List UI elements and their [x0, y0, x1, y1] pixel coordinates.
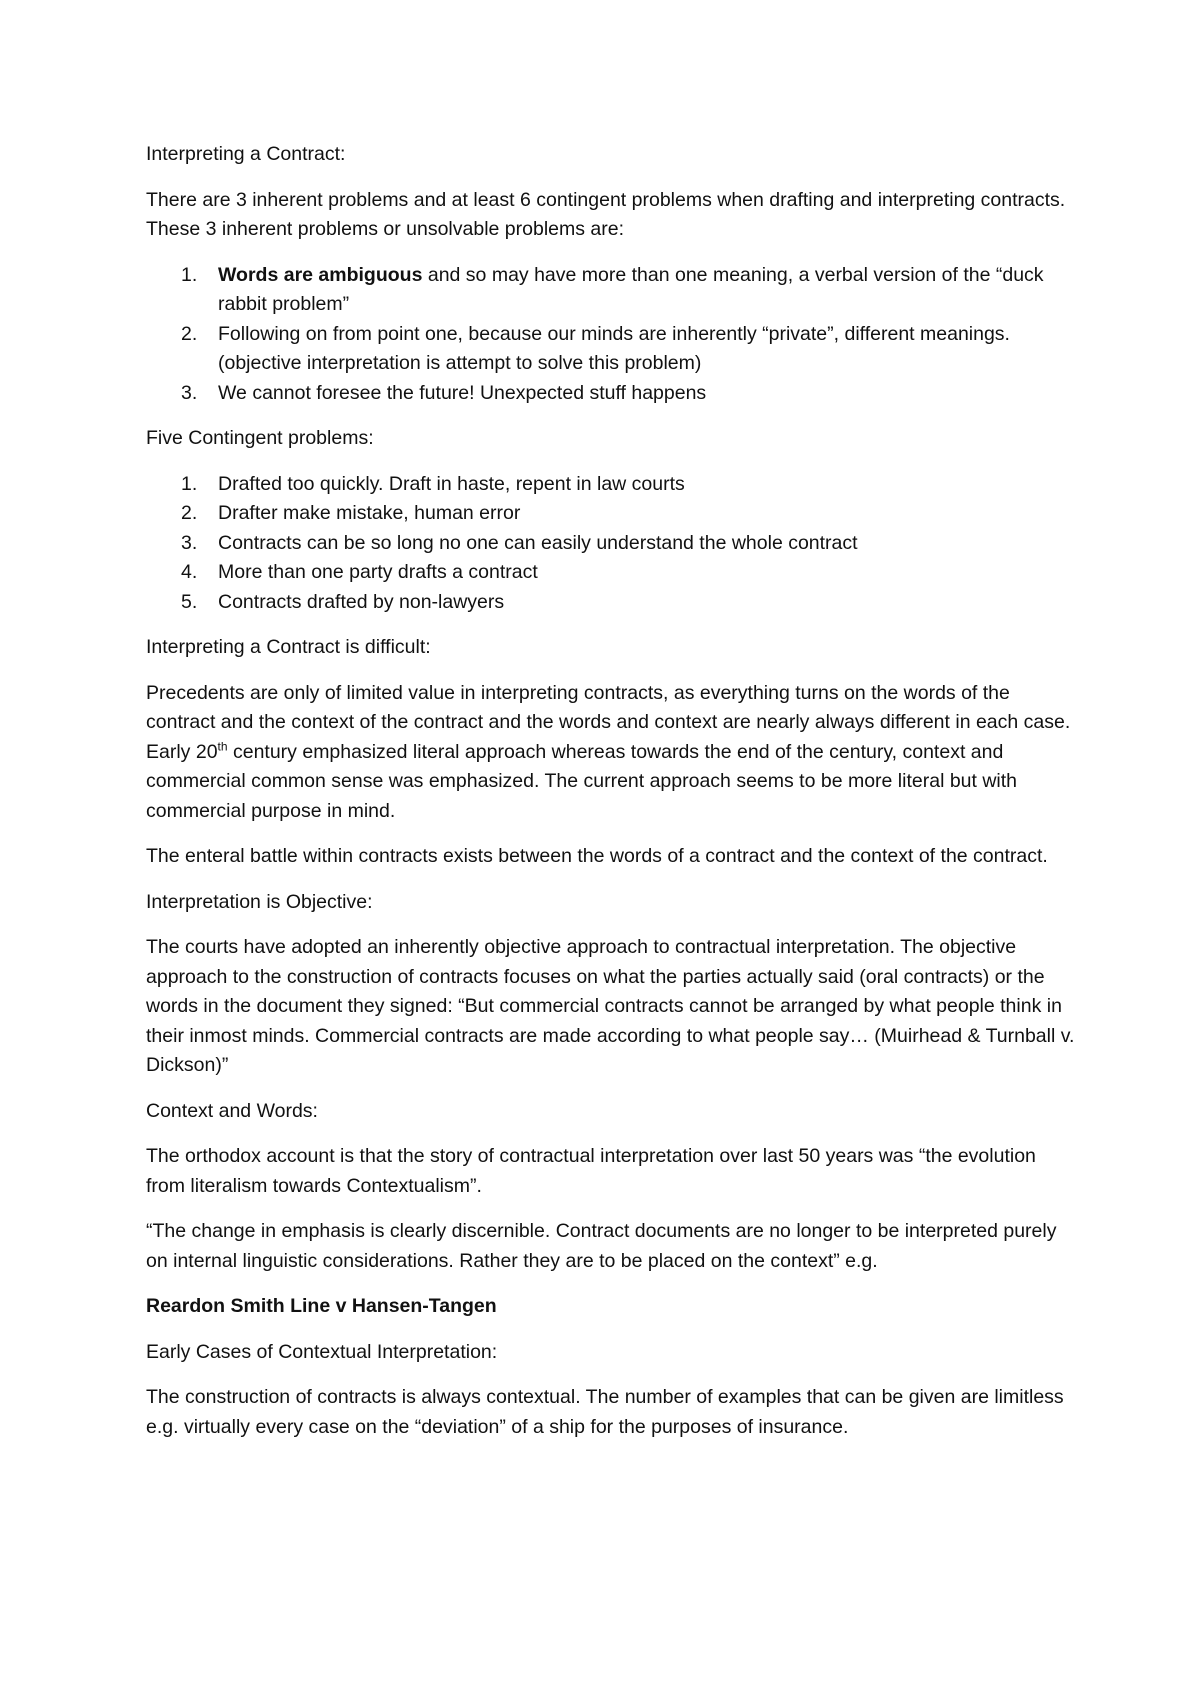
early-cases-paragraph: The construction of contracts is always contextual. The number of examples that can be given are limitless e.g. virtually every case on the “deviation” of a ship for the purposes of insurance. [146, 1386, 1064, 1438]
list-number: 2. [181, 322, 198, 345]
list-item-text: Contracts can be so long no one can easily understand the whole contract [218, 531, 858, 554]
context-paragraph: The orthodox account is that the story of contractual interpretation over last 50 years was “the evolution from literalism towards Contextualism”. [146, 1145, 1036, 1197]
list-number: 3. [181, 531, 198, 554]
contingent-problems-list [146, 470, 1076, 618]
list-item [146, 588, 1076, 618]
case-name: Reardon Smith Line v Hansen-Tangen [146, 1295, 497, 1317]
list-number: 1. [181, 472, 198, 495]
list-item [146, 499, 1076, 529]
objective-paragraph: The courts have adopted an inherently objective approach to contractual interpretation. The objective approach to the construction of contracts focuses on what the parties actually said (oral contracts) or the words in the document they signed: “But commercial contracts cannot be arranged by what people think in their inmost minds. Commercial contracts are made according to what people say… (Muirhead & Turnball v. Dickson)” [146, 936, 1075, 1076]
battle-paragraph: The enteral battle within contracts exists between the words of a contract and the context of the contract. [146, 845, 1048, 867]
ordinal-superscript: th [217, 739, 228, 753]
list-item-text: Contracts drafted by non-lawyers [218, 590, 505, 613]
paragraph-text: Precedents are only of limited value in interpreting contracts, as everything turns on the words of the contract and the context of the contract and the words and context are nearly always different in each case. Early 20 [146, 681, 1071, 763]
document-title: Interpreting a Contract: [146, 143, 346, 165]
section-heading-objective: Interpretation is Objective: [146, 890, 373, 913]
list-number: 5. [181, 590, 198, 613]
list-number: 1. [181, 263, 198, 286]
list-number: 4. [181, 561, 198, 583]
paragraph-text: century emphasized literal approach whereas towards the end of the century, context and commercial common sense was emphasized. The current approach seems to be more literal but with commercial purpose in mind. [146, 740, 1018, 822]
list-item-text: More than one party drafts a contract [218, 561, 538, 583]
list-item [146, 320, 1076, 379]
list-item-text: Following on from point one, because our minds are inherently “private”, different meanings. (objective interpretation is attempt to solve this problem) [218, 322, 1010, 374]
list-item-text: and so may have more than one meaning, a verbal version of the “duck rabbit problem” [218, 263, 1044, 315]
list-item [146, 379, 1076, 409]
emphasis-text: Words are ambiguous [218, 263, 423, 286]
section-heading-difficult: Interpreting a Contract is difficult: [146, 636, 431, 658]
list-item [146, 261, 1076, 320]
inherent-problems-list [146, 261, 1076, 409]
intro-paragraph: There are 3 inherent problems and at least 6 contingent problems when drafting and interpreting contracts. These 3 inherent problems or unsolvable problems are: [146, 188, 1066, 240]
section-heading-context: Context and Words: [146, 1099, 318, 1122]
list-item [146, 529, 1076, 559]
section-heading-early-cases: Early Cases of Contextual Interpretation: [146, 1340, 498, 1363]
section-heading-contingent: Five Contingent problems: [146, 427, 374, 449]
list-item-text: We cannot foresee the future! Unexpected stuff happens [218, 381, 707, 404]
list-item [146, 470, 1076, 500]
list-item [146, 558, 1076, 588]
list-item-text: Drafted too quickly. Draft in haste, repent in law courts [218, 472, 685, 495]
list-number: 2. [181, 502, 198, 524]
difficult-paragraph [146, 679, 1076, 827]
quote-paragraph: “The change in emphasis is clearly discernible. Contract documents are no longer to be interpreted purely on internal linguistic considerations. Rather they are to be placed on the context” e.g. [146, 1220, 1057, 1272]
document-page [146, 140, 1076, 1458]
list-item-text: Drafter make mistake, human error [218, 502, 521, 524]
list-number: 3. [181, 381, 198, 404]
